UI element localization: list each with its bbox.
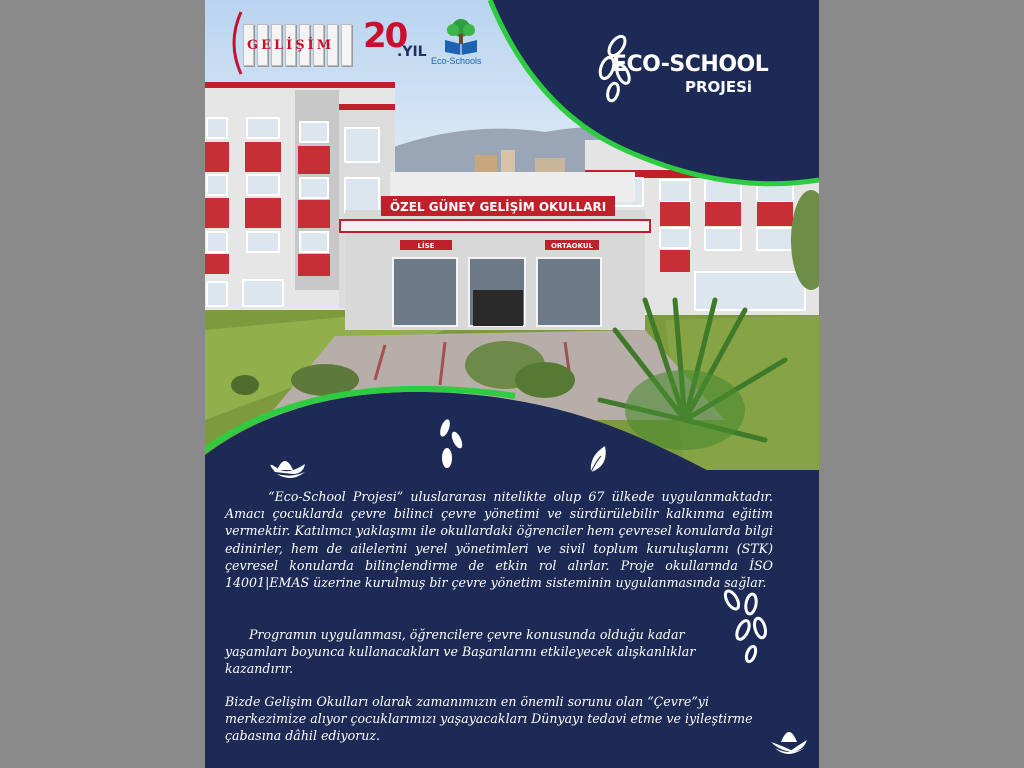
intro-paragraph bbox=[225, 488, 773, 591]
program-paragraph bbox=[225, 626, 735, 678]
eco-schools-logo bbox=[433, 18, 491, 68]
anniversary-logo bbox=[363, 16, 433, 66]
eco-schools-logo-text: Eco-Schools bbox=[431, 56, 482, 66]
right-entrance-sign: ORTAOKUL bbox=[550, 242, 594, 250]
page-title: ECO-SCHOOL bbox=[612, 52, 769, 77]
anniversary-number: 20 bbox=[363, 16, 407, 56]
eco-school-poster bbox=[205, 0, 819, 768]
page-subtitle: PROJESi bbox=[685, 78, 753, 96]
closing-paragraph bbox=[225, 693, 760, 745]
gelisim-arc-icon bbox=[229, 10, 243, 76]
closing-paragraph-text: Bizde Gelişim Okulları olarak zamanımızın en önemli sorunu olan “Çevre”yi merkezimize alıyor çocuklarımızı yaşayacakları Dünyayı tedavi etme ve iyileştirme çabasına dâhil ediyoruz. bbox=[225, 694, 753, 744]
left-entrance-sign: LİSE bbox=[417, 242, 435, 250]
program-paragraph-text: Programın uygulanması, öğrencilere çevre konusunda olduğu kadar yaşamları boyunca kullanacakları ve Başarılarını etkileyecek alışkanlıklar kazandırır. bbox=[225, 627, 696, 677]
intro-paragraph-text: “Eco-School Projesi” uluslararası nitelikte olup 67 ülkede uygulanmaktadır. Amacı çocuklarda çevre bilinci çevre yönetimi ve sürdürülebilir kalkınma eğitim vermektir. Katılımcı yaklaşımı ile okullardaki öğrenciler hem çevresel konularda bilgi edinirler, hem de ailelerini yerel yönetimleri ve sivil toplum kuruluşlarını (STK) çevresel konularda bilinçlendirme de etkin rol alırlar. Proje okullarında İSO 14001|EMAS üzerine kurulmuş bir çevre yönetim sisteminin uygulanmasında sağlar. bbox=[225, 489, 773, 591]
gelisim-logo-text: GELİŞİM bbox=[247, 38, 335, 53]
building-sign: ÖZEL GÜNEY GELİŞİM OKULLARI bbox=[389, 200, 607, 214]
anniversary-suffix: .YIL bbox=[397, 44, 427, 60]
tree-book-icon bbox=[441, 18, 481, 56]
gelisim-logo bbox=[229, 10, 357, 76]
